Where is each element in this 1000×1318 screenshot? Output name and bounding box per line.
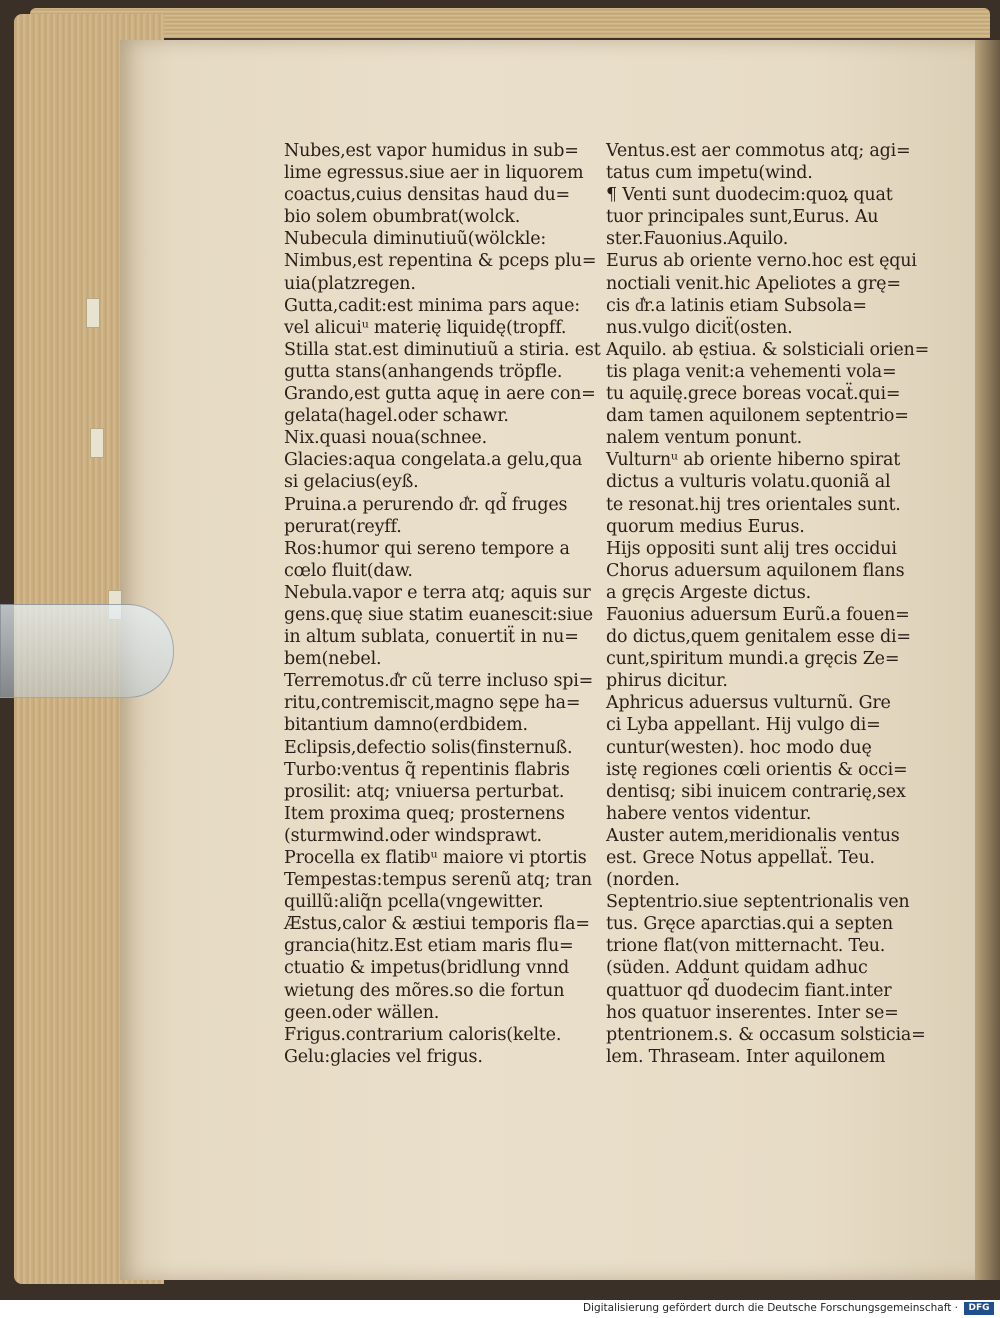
text-line: tus. Gręce aparctias.qui a septen xyxy=(606,914,893,935)
text-line: trione flat(von mitternacht. Teu. xyxy=(606,936,886,957)
text-line: lime egressus.siue aer in liquorem xyxy=(284,163,584,184)
text-line: Glacies:aqua congelata.a gelu,qua xyxy=(284,450,583,471)
text-line: si gelacius(eyß. xyxy=(284,472,419,493)
text-line: dam tamen aquilonem septentrio= xyxy=(606,406,909,427)
text-line: hos quatuor inserentes. Inter se= xyxy=(606,1002,899,1023)
text-line: Auster autem,meridionalis ventus xyxy=(606,825,900,846)
text-line: geen.oder wällen. xyxy=(284,1002,440,1023)
text-line: coactus,cuius densitas haud du= xyxy=(284,185,570,206)
text-line: grancia(hitz.Est etiam maris flu= xyxy=(284,936,574,957)
text-line: cunt,spiritum mundi.a gręcis Ze= xyxy=(606,649,900,670)
text-line: est. Grece Notus appellaẗ. Teu. xyxy=(606,848,875,868)
text-line: quattuor qd̃ duodecim fiant.inter xyxy=(606,980,892,1001)
text-line: ctuatio & impetus(bridlung vnnd xyxy=(284,958,569,979)
text-line: Gutta,cadit:est minima pars aque: xyxy=(284,295,580,316)
text-line: ¶ Venti sunt duodecim:quoꝝ quat xyxy=(606,185,893,206)
text-line: cœlo fluit(daw. xyxy=(284,560,413,581)
text-line: bem(nebel. xyxy=(284,649,382,670)
text-line: ci Lyba appellant. Hij vulgo di= xyxy=(606,715,881,736)
text-line: quillũ:aliq̃n pcella(vngewitter. xyxy=(284,892,544,913)
text-line: cis d͛r.a latinis etiam Subsola= xyxy=(606,295,867,316)
text-line: Nix.quasi noua(schnee. xyxy=(284,428,487,449)
text-line: do dictus,quem genitalem esse di= xyxy=(606,627,911,648)
page-edges-top xyxy=(30,8,990,38)
text-line: Stilla stat.est diminutiuũ a stiria. est xyxy=(284,339,601,360)
text-line: Gelu:glacies vel frigus. xyxy=(284,1046,483,1067)
text-line: nalem ventum ponunt. xyxy=(606,428,802,449)
text-line: Eclipsis,defectio solis(finsternuß. xyxy=(284,737,573,758)
text-line: dentisq; sibi inuicem contrarię,sex xyxy=(606,781,906,802)
text-line: Nimbus,est repentina & pceps plu= xyxy=(284,251,597,272)
page-tab-marker xyxy=(86,298,100,328)
text-line: Grando,est gutta aquę in aere con= xyxy=(284,384,596,405)
text-line: a gręcis Argeste dictus. xyxy=(606,582,812,603)
text-line: Æstus,calor & æstiui temporis fla= xyxy=(284,914,590,935)
page-gutter-shadow xyxy=(975,40,1000,1280)
text-line: bio solem obumbrat(wolck. xyxy=(284,207,521,228)
text-line: Ventus.est aer commotus atq; agi= xyxy=(606,141,911,161)
text-line: Frigus.contrarium caloris(kelte. xyxy=(284,1024,562,1045)
text-line: Septentrio.siue septentrionalis ven xyxy=(606,892,910,913)
text-line: (süden. Addunt quidam adhuc xyxy=(606,958,868,979)
text-line: Vulturnᵘ ab oriente hiberno spirat xyxy=(606,450,901,471)
plastic-bookmark xyxy=(0,604,174,698)
text-line: noctiali venit.hic Apeliotes a grę= xyxy=(606,273,901,294)
text-line: in altum sublata, conuertiẗ in nu= xyxy=(284,627,579,648)
text-line: Procella ex flatibᵘ maiore vi ptortis xyxy=(284,848,587,868)
text-line: cuntur(westen). hoc modo duę xyxy=(606,737,872,758)
text-line: uia(platzregen. xyxy=(284,273,416,294)
page-tab-marker xyxy=(90,428,104,458)
text-line: ptentrionem.s. & occasum solsticia= xyxy=(606,1024,926,1045)
text-line: tuor principales sunt,Eurus. Au xyxy=(606,207,879,228)
text-line: tatus cum impetu(wind. xyxy=(606,163,813,184)
text-line: Terremotus.d͛r cũ terre incluso spi= xyxy=(284,671,594,692)
text-line: habere ventos videntur. xyxy=(606,803,812,824)
text-line: phirus dicitur. xyxy=(606,671,728,692)
text-line: Pruina.a perurendo d͛r. qd̃ fruges xyxy=(284,494,568,515)
text-line: (sturmwind.oder windsprawt. xyxy=(284,825,542,846)
text-line: Nebula.vapor e terra atq; aquis sur xyxy=(284,582,591,603)
text-line: gelata(hagel.oder schawr. xyxy=(284,406,509,427)
text-line: wietung des mõres.so die fortun xyxy=(284,980,565,1001)
text-line: tu aquilę.grece boreas vocaẗ.qui= xyxy=(606,384,901,405)
footer-credit: Digitalisierung gefördert durch die Deutsche Forschungsgemeinschaft · xyxy=(582,1302,958,1314)
text-line: gens.quę siue statim euanescit:siue xyxy=(284,604,593,625)
footer-bar xyxy=(0,1300,1000,1318)
text-line: Fauonius aduersum Eurũ.a fouen= xyxy=(606,604,910,625)
text-line: Chorus aduersum aquilonem flans xyxy=(606,560,905,581)
text-line: vel alicuiᵘ materię liquidę(tropff. xyxy=(284,317,567,338)
text-line: te resonat.hij tres orientales sunt. xyxy=(606,494,901,515)
text-line: Aphricus aduersus vulturnũ. Gre xyxy=(606,693,891,714)
text-line: ritu,contremiscit,magno sępe ha= xyxy=(284,693,581,714)
text-line: Turbo:ventus q̃ repentinis flabris xyxy=(284,759,570,780)
text-line: dictus a vulturis volatu.quoniã al xyxy=(606,472,891,493)
text-line: tis plaga venit:a vehementi vola= xyxy=(606,361,897,382)
text-line: istę regiones cœli orientis & occi= xyxy=(606,759,908,780)
text-line: Nubecula diminutiuũ(wölckle: xyxy=(284,229,547,250)
text-line: Ros:humor qui sereno tempore a xyxy=(284,538,570,559)
text-line: bitantium damno(erdbidem. xyxy=(284,715,528,736)
text-line: Aquilo. ab ęstiua. & solsticiali orien= xyxy=(606,339,930,360)
text-line: prosilit: atq; vniuersa perturbat. xyxy=(284,781,565,802)
text-line: Item proxima queq; prosternens xyxy=(284,803,565,824)
text-line: lem. Thraseam. Inter aquilonem xyxy=(606,1046,886,1067)
text-line: (norden. xyxy=(606,870,680,891)
dfg-logo: DFG xyxy=(964,1302,994,1315)
text-line: Tempestas:tempus serenũ atq; tran xyxy=(284,870,592,891)
text-column-left xyxy=(284,140,601,1068)
text-line: nus.vulgo diciẗ(osten. xyxy=(606,317,793,338)
text-line: Hijs oppositi sunt alij tres occidui xyxy=(606,538,897,559)
text-line: gutta stans(anhangends tröpfle. xyxy=(284,361,563,382)
text-line: perurat(reyff. xyxy=(284,516,402,537)
text-column-right xyxy=(606,140,929,1068)
text-line: ster.Fauonius.Aquilo. xyxy=(606,229,789,250)
text-line: Eurus ab oriente verno.hoc est ęqui xyxy=(606,251,917,272)
text-line: Nubes,est vapor humidus in sub= xyxy=(284,141,579,161)
text-line: quorum medius Eurus. xyxy=(606,516,805,537)
